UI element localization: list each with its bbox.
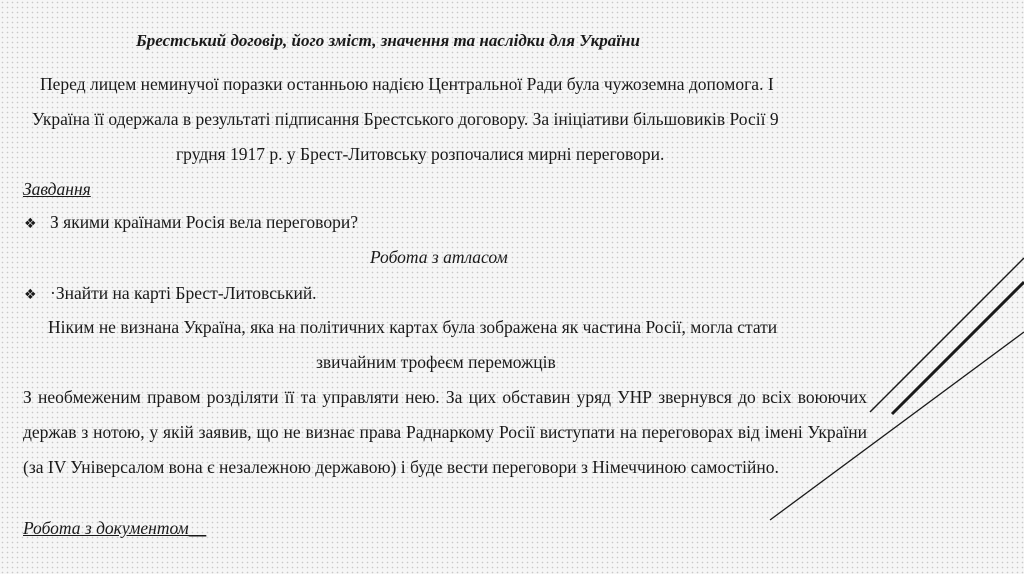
slide-title: Брестський договір, його зміст, значення та наслідки для України [136, 31, 640, 50]
task-heading: Завдання [23, 179, 91, 199]
question-1-text: З якими країнами Росія вела переговори? [50, 212, 358, 232]
context-line-1: Ніким не визнана Україна, яка на політичних картах була зображена як частина Росії, могла стати [48, 317, 778, 337]
question-2-text: ·Знайти на карті Брест-Литовський. [50, 283, 317, 303]
intro-line-1: Перед лицем неминучої поразки останньою надією Центральної Ради була чужоземна допомога. І [40, 74, 774, 94]
atlas-heading: Робота з атласом [370, 247, 508, 267]
deco-line-2 [892, 282, 1024, 414]
context-line-2: звичайним трофеєм переможців [316, 352, 556, 372]
deco-line-3 [770, 332, 1024, 520]
bullet-diamond-icon: ❖ [24, 216, 37, 232]
document-heading: Робота з документом__ [23, 518, 207, 538]
intro-line-2: Україна її одержала в результаті підписання Брестського договору. За ініціативи більшовиків Росії 9 [32, 109, 779, 129]
intro-line-3: грудня 1917 р. у Брест-Литовську розпочалися мирні переговори. [176, 144, 665, 164]
main-paragraph: З необмеженим правом розділяти її та управляти нею. За цих обставин уряд УНР звернувся до всіх воюючих держав з нотою, у якій заявив, що не визнає права Раднаркому Росії виступати на переговорах від імені України (за IV Універсалом вона є незалежною державою) і буде вести переговори з Німеччиною самостійно. [23, 387, 867, 477]
bullet-diamond-icon: ❖ [24, 287, 37, 303]
